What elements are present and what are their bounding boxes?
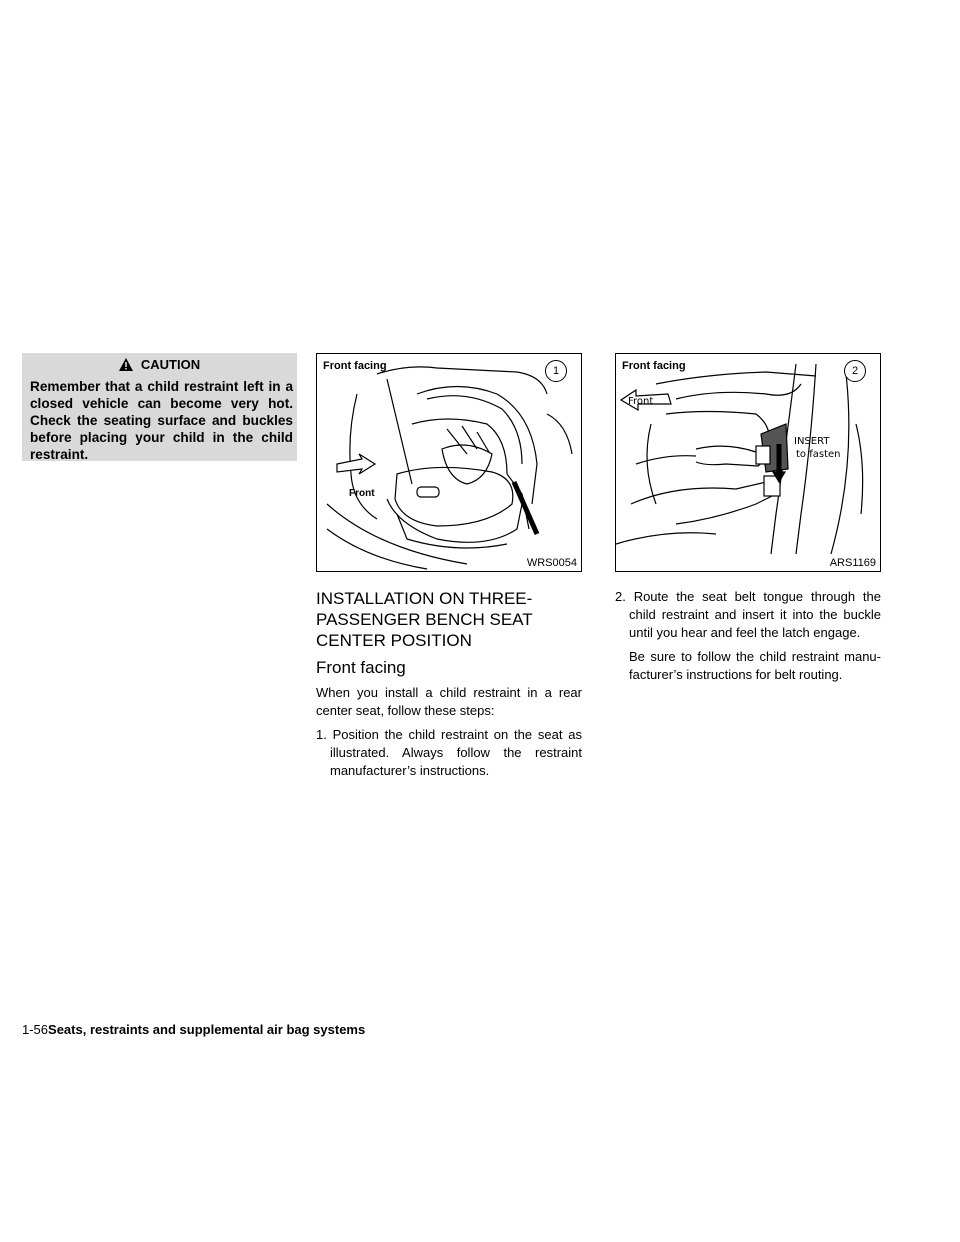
warning-icon [119, 358, 133, 371]
figure-code: ARS1169 [829, 557, 876, 569]
secondary-text-column [615, 588, 881, 684]
section-heading: INSTALLATION ON THREE-PASSENGER BENCH SEAT CENTER POSITION [316, 589, 533, 650]
caution-text: Remember that a child restraint left in a closed vehicle can become very hot. Check the seating surface and buckles before placing your child in the child restraint. [30, 379, 293, 462]
chapter-title: Seats, restraints and supplemental air bag systems [48, 1022, 366, 1037]
main-text-column [316, 588, 582, 786]
child-seat-illustration [317, 354, 582, 572]
caution-heading: CAUTION [140, 357, 201, 372]
step-2-note: Be sure to follow the child restraint manu-facturer’s instructions for belt routing. [629, 649, 881, 682]
to-fasten-label: to fasten [796, 449, 841, 460]
step-2: 2. Route the seat belt tongue through the child restraint and insert it into the buckle until you hear and feel the latch engage. [615, 589, 881, 640]
caution-box [22, 353, 297, 461]
page-number: 1-56 [22, 1022, 49, 1037]
belt-buckle-illustration [616, 354, 881, 572]
front-label: Front [628, 396, 654, 407]
figure-front-facing-seat [316, 353, 582, 572]
figure-belt-routing [615, 353, 881, 572]
figure-code: WRS0054 [526, 557, 577, 569]
insert-label: INSERT [794, 436, 830, 447]
figure-number-badge: 2 [844, 360, 866, 382]
figure-caption: Front facing [323, 360, 387, 372]
intro-paragraph: When you install a child restraint in a rear center seat, follow these steps: [316, 685, 582, 718]
front-label: Front [349, 488, 375, 499]
caution-header [22, 353, 297, 372]
step-1: 1. Position the child restraint on the seat as illustrated. Always follow the restraint manufacturer’s instructions. [316, 727, 582, 778]
sub-heading: Front facing [316, 658, 406, 677]
figure-caption: Front facing [622, 360, 686, 372]
page-footer [22, 1022, 365, 1037]
figure-number-badge: 1 [545, 360, 567, 382]
